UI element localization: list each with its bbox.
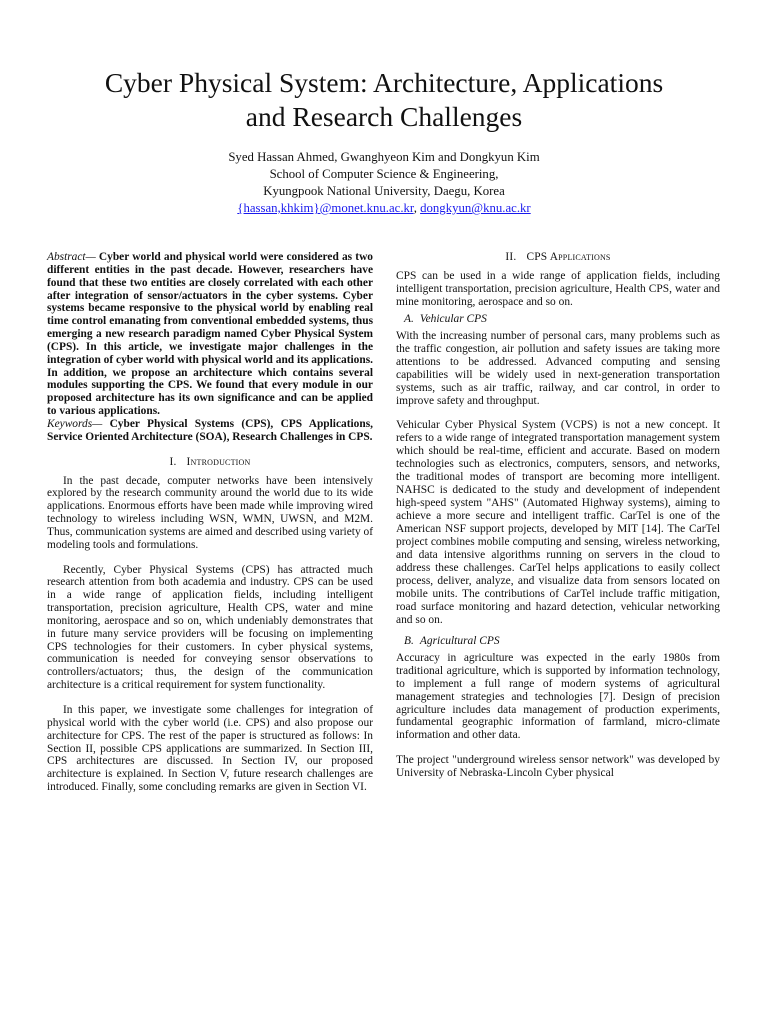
intro-paragraph-2: Recently, Cyber Physical Systems (CPS) has attracted much research attention from both academia and industry. CPS can be used in a wide range of application fields, including intelligent transportation, precision agriculture, Health CPS, water and mine monitoring, aerospace and so on, which undeniably demonstrates that in future many service providers will be focusing on implementing CPS technologies for their customers. In cyber physical systems, communication is needed for conveying sensor observations to controllers/actuators; thus, the design of the communication architecture is a critical requirement for system functionality.	[47, 563, 373, 692]
author-emails	[40, 200, 728, 217]
keywords-text: Cyber Physical Systems (CPS), CPS Applications, Service Oriented Architecture (SOA), Research Challenges in CPS.	[47, 417, 373, 443]
subsection-heading-agricultural	[404, 635, 720, 648]
title-line-1: Cyber Physical System: Architecture, Applications	[104, 67, 664, 98]
title-line-2: and Research Challenges	[245, 101, 523, 132]
abstract-text: Cyber world and physical world were considered as two different entities in the past decade. However, researchers have found that these two entities are closely correlated with each other after integration of sensor/actuators in the cyber systems. Cyber systems became responsive to the physical world by enabling real time control emanating from conventional embedded systems, thus emerging a new research paradigm named Cyber Physical System (CPS). In this article, we investigate major challenges in the integration of cyber world with physical world and its applications. In addition, we propose an architecture which contains several modules supporting the CPS. We found that every module in our proposed architecture has its own significance and can be applied to various applications.	[47, 251, 373, 418]
subsection-number: A.	[404, 312, 414, 325]
email-separator: ,	[413, 201, 421, 215]
affiliation-line-1: School of Computer Science & Engineering,	[269, 167, 499, 181]
subsection-title: Agricultural CPS	[419, 634, 500, 647]
paper-title	[40, 66, 728, 134]
author-names: Syed Hassan Ahmed, Gwanghyeon Kim and Dongkyun Kim	[228, 150, 540, 164]
email-link-1[interactable]: {hassan,khkim}@monet.knu.ac.kr	[237, 201, 414, 215]
section-heading-cps-applications	[396, 251, 720, 264]
subsection-number: B.	[404, 634, 414, 647]
keywords-label: Keywords—	[47, 417, 103, 430]
abstract-label: Abstract—	[47, 251, 96, 263]
section-number: I.	[169, 455, 177, 468]
intro-paragraph-1: In the past decade, computer networks have been intensively explored by the research community around the world due to its wide applications. Enormous efforts have been made while improving wired technology to wireless including WSN, WMN, UWSN, and M2M. Thus, communication systems are aimed and described using variety of modeling tools and formulations.	[47, 474, 373, 551]
agricultural-paragraph-2: The project "underground wireless sensor network" was developed by University of Nebraska-Lincoln Cyber physical	[396, 754, 720, 780]
affiliation-line-2: Kyungpook National University, Daegu, Korea	[263, 184, 505, 198]
applications-paragraph-1: CPS can be used in a wide range of application fields, including intelligent transportation, precision agriculture, Health CPS, water and mine monitoring, aerospace and so on.	[396, 269, 720, 308]
section-title: CPS Applications	[526, 251, 611, 263]
author-block	[40, 149, 728, 217]
subsection-title: Vehicular CPS	[419, 312, 487, 325]
subsection-heading-vehicular	[404, 313, 720, 326]
left-column	[47, 251, 373, 794]
section-title: Introduction	[186, 455, 251, 468]
right-column	[396, 251, 720, 780]
intro-paragraph-3: In this paper, we investigate some challenges for integration of physical world with the cyber world (i.e. CPS) and also propose our architecture for CPS. The rest of the paper is structured as follows: In Section II, possible CPS applications are summarized. In Section III, CPS architectures are discussed. In Section IV, our proposed architecture is explained. In Section V, future research challenges are introduced. Finally, some concluding remarks are given in Section VI.	[47, 704, 373, 794]
keywords	[47, 418, 373, 444]
section-number: II.	[505, 251, 517, 263]
section-heading-introduction	[47, 456, 373, 469]
vehicular-paragraph-2: Vehicular Cyber Physical System (VCPS) is not a new concept. It refers to a wide range of integrated transportation management system which should be real-time, efficient and accurate. Based on modern technologies such as electronics, computers, sensors, and networks, the traditional modes of transport are becoming more intelligent. NAHSC is dedicated to the study and development of independent high-speed system "AHS" (Automated Highway systems), aiming to achieve a more secure and intelligent traffic. CarTel is one of the American NSF support projects, developed by MIT [14]. The CarTel project combines mobile computing and sensing, wireless networking, and data intensive algorithms running on servers in the cloud to address these challenges. CarTel helps applications to easily collect process, deliver, analyze, and visualize data from sensors located on mobile units. The contributions of CarTel include traffic mitigation, road surface monitoring and hazard detection, vehicular networking and so on.	[396, 419, 720, 626]
agricultural-paragraph-1: Accuracy in agriculture was expected in the early 1980s from traditional agriculture, which is supported by information technology, to implement a full range of modern systems of agricultural management strategies and technologies [7]. Design of precision agriculture includes data management of production experiments, fundamental geographic information of farmland, micro-climate information and other data.	[396, 651, 720, 742]
vehicular-paragraph-1: With the increasing number of personal cars, many problems such as the traffic congestion, air pollution and safety issues are taking more attentions to be addressed. Advanced computing and sensing capabilities will be widely used in next-generation transportation systems, such as air traffic, railway, and car control, in order to improve safety and throughput.	[396, 329, 720, 407]
abstract	[47, 251, 373, 418]
email-link-2[interactable]: dongkyun@knu.ac.kr	[420, 201, 531, 215]
